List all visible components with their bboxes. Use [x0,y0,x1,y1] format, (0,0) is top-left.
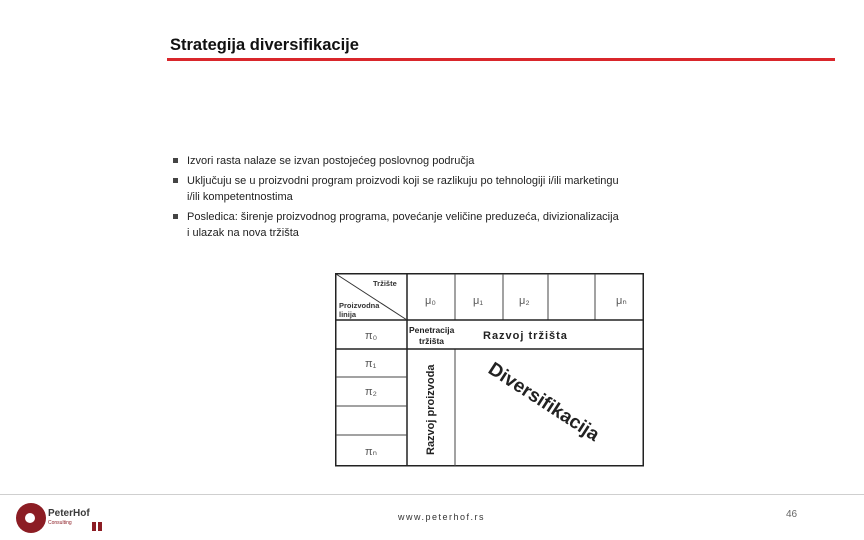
diversification-matrix [335,273,645,473]
bullet-text: Izvori rasta nalaze se izvan postojećeg poslovnog područja [187,155,475,167]
row-header-pi1: π₁ [365,358,377,370]
column-header-mu0: μ₀ [425,295,436,307]
bullet-text: Posledica: širenje proizvodnog programa, povećanje veličine preduzeća, divizionalizacija i ulazak na nova tržišta [187,211,619,239]
row-header-pin: πₙ [365,446,377,458]
bullet-marker [173,214,178,219]
bullet-marker [173,158,178,163]
matrix-svg [335,273,645,468]
penetration-label: Penetracija [409,325,455,335]
logo-name: PeterHof [48,508,90,519]
corner-market-label: Tržište [373,279,397,288]
logo-bars-icon [92,518,104,536]
page-number: 46 [786,509,798,520]
column-header-mun: μₙ [616,295,627,307]
bullet-item [173,209,623,241]
corner-product-line-label: Proizvodna [339,301,380,310]
diversification-label: Diversifikacija [484,358,603,446]
bullet-item [173,173,623,205]
bullet-item [173,153,623,169]
bullet-text: Uključuju se u proizvodni program proizvodi koji se razlikuju po tehnologiji i/ili marketingu i/ili kompetentnostima [187,175,619,203]
corner-product-line-label: linija [339,310,357,319]
footer-divider [0,494,864,495]
bullet-list [173,153,623,245]
footer-website: www.peterhof.rs [398,512,486,522]
company-logo [16,502,106,534]
market-development-label: Razvoj tržišta [483,330,568,342]
bullet-marker [173,178,178,183]
row-header-pi0: π₀ [365,330,378,342]
column-header-mu2: μ₂ [519,295,530,307]
slide-title: Strategija diversifikacije [170,36,359,54]
logo-circle-icon [16,503,46,533]
column-header-mu1: μ₁ [473,295,484,307]
row-header-pi2: π₂ [365,386,377,398]
product-development-label: Razvoj proizvoda [425,364,437,455]
penetration-label: tržišta [419,336,445,346]
title-underline [167,58,835,61]
logo-subtitle: Consulting [48,520,72,526]
